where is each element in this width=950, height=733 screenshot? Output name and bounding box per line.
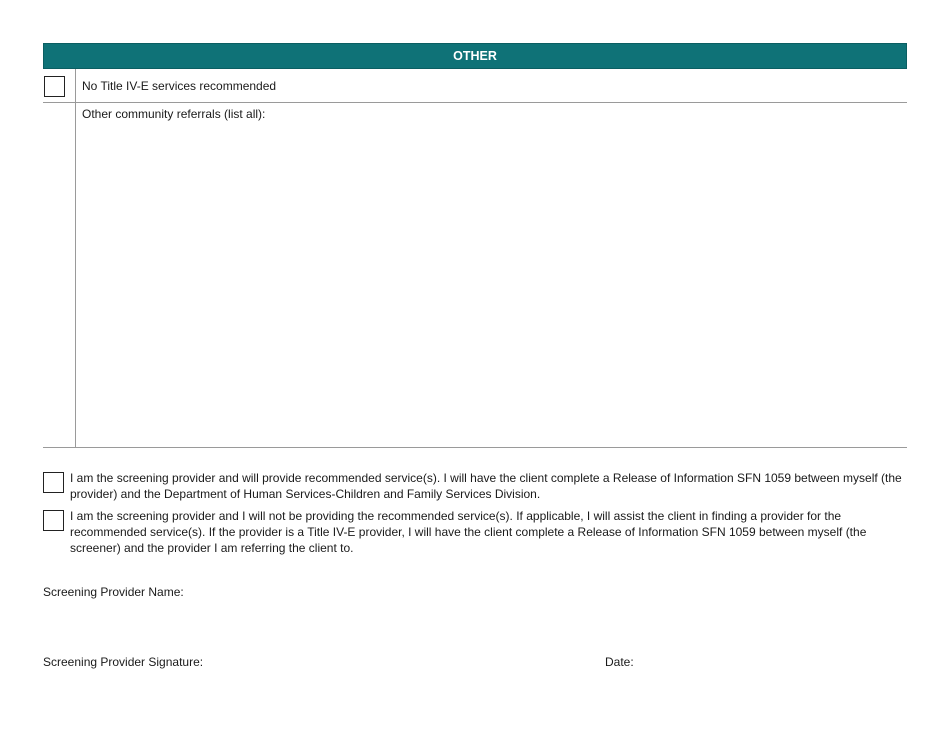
row-divider [43,102,907,103]
no-title-iv-e-checkbox[interactable] [44,76,65,97]
community-referrals-label: Other community referrals (list all): [82,107,266,121]
community-referrals-input[interactable] [79,125,907,447]
attestation-not-providing-checkbox[interactable] [43,510,64,531]
checkbox-column-divider [75,69,76,447]
section-header-other: OTHER [43,43,907,69]
provider-name-label: Screening Provider Name: [43,585,184,599]
no-title-iv-e-label: No Title IV-E services recommended [82,79,277,93]
other-section-table [43,43,907,448]
attestation-provide-services-text: I am the screening provider and will provide recommended service(s). I will have the client complete a Release of Information SFN 1059 between myself (the provider) and the Department of Human Services-Children and Family Services Division. [70,471,902,501]
provider-signature-label: Screening Provider Signature: [43,655,204,669]
date-label: Date: [605,655,634,669]
attestation-not-providing-text: I am the screening provider and I will not be providing the recommended service(s). If applicable, I will assist the client in finding a provider for the recommended service(s). If the provider is a Title IV-E provider, I will have the client complete a Release of Information SFN 1059 between myself (the screener) and the provider I am referring the client to. [70,509,867,555]
attestation-provide-services-checkbox[interactable] [43,472,64,493]
